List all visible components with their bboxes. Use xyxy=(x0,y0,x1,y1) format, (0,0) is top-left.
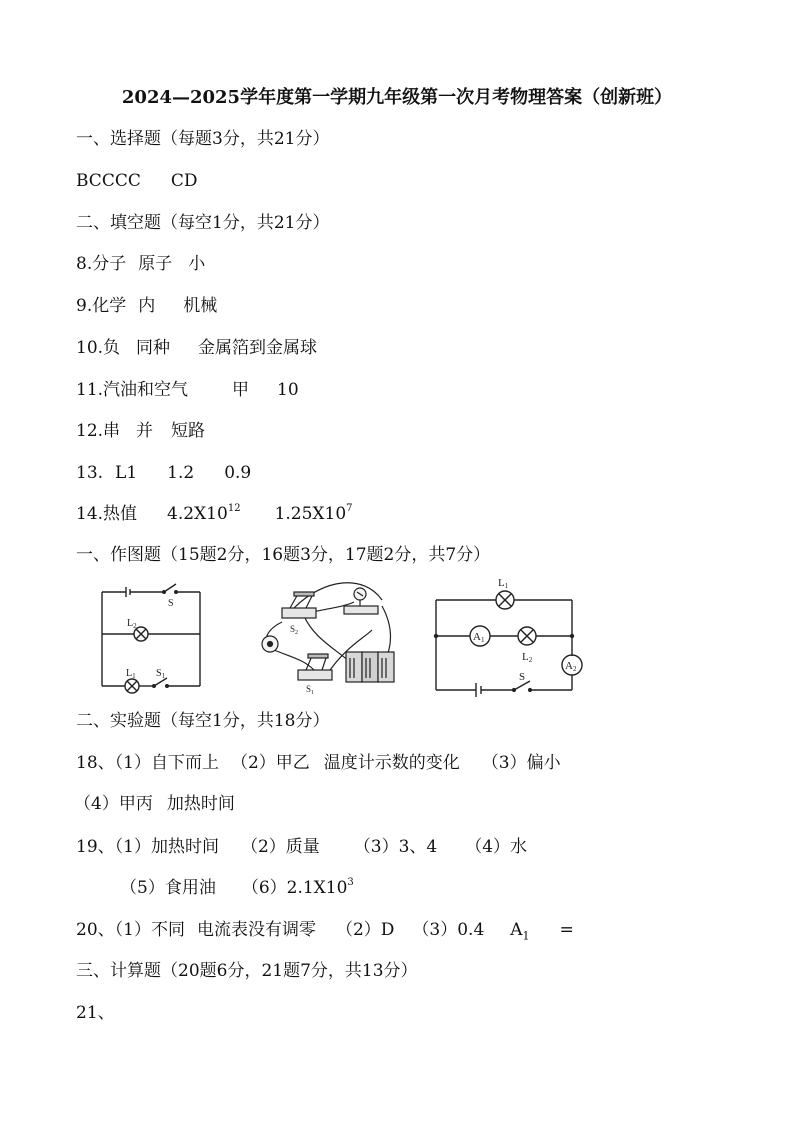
q12-a: 12.串 xyxy=(76,421,121,441)
fig3-a2-sub: 2 xyxy=(572,665,577,673)
q18-p3: （3）偏小 xyxy=(481,753,561,773)
fig1-l1-label: L xyxy=(126,668,133,679)
circuit-diagram-3 xyxy=(428,574,584,698)
section-experiment-heading: 二、实验题（每空1分，共18分） xyxy=(76,711,330,731)
q11-b: 甲 xyxy=(232,380,250,400)
fig3-s-label: S xyxy=(519,671,526,683)
q20-p1-extra: 电流表没有调零 xyxy=(196,920,316,940)
q20-ammeter-sub: 1 xyxy=(522,929,530,943)
q19-p4: （4）水 xyxy=(465,837,528,857)
q13-d: 0.9 xyxy=(224,463,252,483)
fig1-s-label: S xyxy=(168,598,174,609)
q20-p2: （2）D xyxy=(335,920,395,940)
answer-q18-line1 xyxy=(76,752,561,774)
q18-p2-extra: 温度计示数的变化 xyxy=(323,753,460,773)
svg-text:S2 xyxy=(290,624,298,636)
answer-q21: 21、 xyxy=(76,1003,115,1023)
fig2-s1-sub: 1 xyxy=(311,690,315,696)
q13-c: 1.2 xyxy=(167,463,195,483)
q19-p5: （5）食用油 xyxy=(120,878,216,898)
fig3-l1-sub: 1 xyxy=(504,582,509,590)
q19-p6-exp: 3 xyxy=(347,877,354,889)
q8-c: 小 xyxy=(188,254,206,274)
section-drawing-heading: 一、作图题（15题2分，16题3分，17题2分，共7分） xyxy=(76,545,491,565)
answer-q18-line2 xyxy=(74,793,235,815)
q20-p1: 20、（1）不同 xyxy=(76,920,185,940)
q12-b: 并 xyxy=(136,421,154,441)
q20-p3: （3）0.4 xyxy=(412,920,485,940)
q18-p1: 18、（1）自下而上 xyxy=(76,753,219,773)
svg-text:S xyxy=(168,598,174,609)
q12-c: 短路 xyxy=(171,421,206,441)
fig2-s2-label: S xyxy=(290,624,296,634)
q10-c: 金属箔到金属球 xyxy=(198,338,318,358)
q9-c: 机械 xyxy=(183,296,218,316)
fig3-l1-label: L xyxy=(498,577,505,589)
answer-q19-line2 xyxy=(120,877,354,899)
answer-q10 xyxy=(76,337,317,359)
choice-answers xyxy=(76,170,197,192)
fig3-a2-label: A xyxy=(565,660,573,672)
q19-p3: （3）3、4 xyxy=(353,837,438,857)
q13-b: L1 xyxy=(115,463,138,483)
q18-p2: （2）甲乙 xyxy=(230,753,310,773)
q14-exp2: 7 xyxy=(346,503,353,515)
fig1-l2-label: L xyxy=(127,618,134,629)
fig2-s2-sub: 2 xyxy=(295,630,299,636)
answer-q12 xyxy=(76,420,205,442)
fig1-l1-sub: 1 xyxy=(132,672,136,680)
wiring-sketch-2 xyxy=(254,578,410,696)
svg-text:L2 xyxy=(522,651,533,664)
choice-answers-1: BCCCC xyxy=(76,171,141,191)
svg-text:L1 xyxy=(498,577,509,590)
q20-equals: = xyxy=(559,920,574,940)
q14-exp1: 12 xyxy=(227,503,241,515)
svg-text:L2 xyxy=(127,618,137,630)
q10-b: 同种 xyxy=(136,338,171,358)
svg-text:A2 xyxy=(565,660,577,673)
answer-q13 xyxy=(76,462,251,484)
q11-c: 10 xyxy=(277,380,299,400)
fig2-s1-label: S xyxy=(306,684,312,694)
q18-p4-extra: 加热时间 xyxy=(166,794,235,814)
svg-text:S1 xyxy=(306,684,314,696)
q19-p1: 19、（1）加热时间 xyxy=(76,837,219,857)
q11-a: 11.汽油和空气 xyxy=(76,380,189,400)
answer-q19-line1 xyxy=(76,836,527,858)
q10-a: 10.负 xyxy=(76,338,121,358)
fig1-l2-sub: 2 xyxy=(133,622,137,630)
fig3-a1-sub: 1 xyxy=(480,636,485,644)
answer-q9 xyxy=(76,295,217,317)
fig3-l2-label: L xyxy=(522,651,529,663)
svg-text:S xyxy=(519,671,525,683)
section-calc-heading: 三、计算题（20题6分，21题7分，共13分） xyxy=(76,961,418,981)
q19-p6: （6）2.1X10 xyxy=(241,878,348,898)
svg-text:S1 xyxy=(156,668,166,680)
fig1-s1-label: S xyxy=(156,668,162,679)
q14-label: 14.热值 xyxy=(76,504,138,524)
answer-q11 xyxy=(76,379,299,401)
section-fill-heading: 二、填空题（每空1分，共21分） xyxy=(76,213,330,233)
q9-b: 内 xyxy=(138,296,156,316)
answer-q8 xyxy=(76,253,205,275)
q8-a: 8.分子 xyxy=(76,254,127,274)
svg-text:A1 xyxy=(473,631,485,644)
q18-p4: （4）甲丙 xyxy=(74,794,153,814)
choice-answers-2: CD xyxy=(170,171,198,191)
q9-a: 9.化学 xyxy=(76,296,127,316)
fig1-s1-sub: 1 xyxy=(161,672,166,680)
fig3-l2-sub: 2 xyxy=(528,656,533,664)
svg-text:L1 xyxy=(126,668,136,680)
page-title: 2024—2025学年度第一学期九年级第一次月考物理答案（创新班） xyxy=(121,87,673,108)
q8-b: 原子 xyxy=(138,254,173,274)
answer-q14 xyxy=(76,503,353,525)
answer-q20 xyxy=(76,919,574,941)
q14-value1: 4.2X10 xyxy=(167,504,228,524)
circuit-diagram-1 xyxy=(96,578,208,696)
fig3-a1-label: A xyxy=(473,631,481,643)
q14-value2: 1.25X10 xyxy=(274,504,347,524)
q19-p2: （2）质量 xyxy=(240,837,320,857)
q13-a: 13. xyxy=(76,463,104,483)
q20-ammeter: A xyxy=(510,920,523,940)
section-choice-heading: 一、选择题（每题3分，共21分） xyxy=(76,129,330,149)
